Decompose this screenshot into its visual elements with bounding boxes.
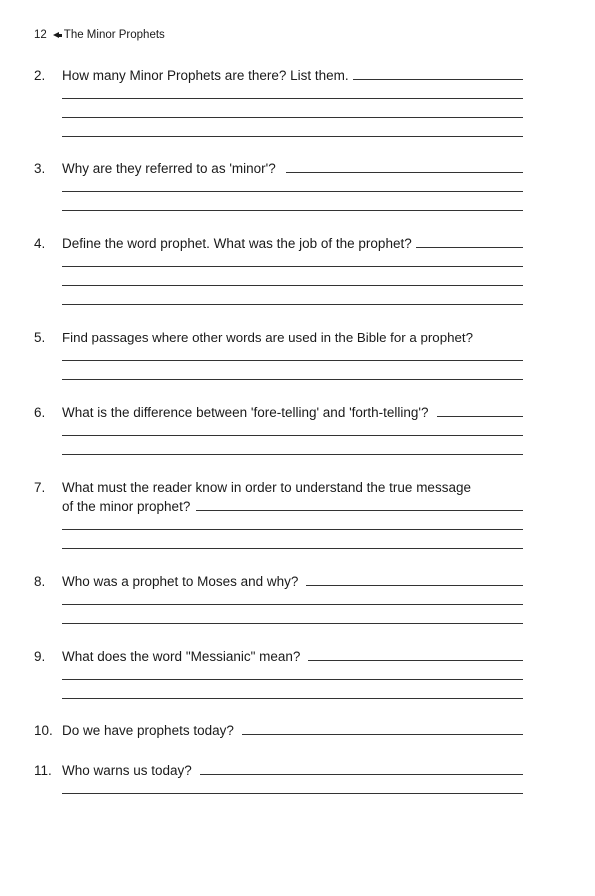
answer-line[interactable] bbox=[62, 439, 523, 458]
arrow-left-icon bbox=[53, 32, 59, 38]
question-5 bbox=[34, 326, 523, 383]
question-11 bbox=[34, 759, 523, 797]
question-number: 6. bbox=[34, 405, 46, 420]
page-number: 12 bbox=[34, 29, 47, 41]
question-number: 7. bbox=[34, 480, 46, 495]
answer-line[interactable] bbox=[62, 289, 523, 308]
answer-line[interactable] bbox=[306, 585, 523, 586]
answer-line[interactable] bbox=[62, 83, 523, 102]
question-number: 2. bbox=[34, 68, 46, 83]
answer-line[interactable] bbox=[62, 420, 523, 439]
page-header bbox=[34, 29, 165, 41]
answer-line[interactable] bbox=[62, 176, 523, 195]
question-text: What does the word "Messianic" mean? bbox=[62, 649, 301, 664]
answer-line[interactable] bbox=[200, 774, 523, 775]
question-number: 8. bbox=[34, 574, 46, 589]
question-text: Define the word prophet. What was the job of the prophet? bbox=[62, 236, 412, 251]
answer-line[interactable] bbox=[62, 533, 523, 552]
answer-line[interactable] bbox=[196, 510, 523, 511]
question-8 bbox=[34, 570, 523, 627]
question-text: Who was a prophet to Moses and why? bbox=[62, 574, 299, 589]
answer-line[interactable] bbox=[62, 251, 523, 270]
question-4 bbox=[34, 232, 523, 308]
answer-line[interactable] bbox=[62, 270, 523, 289]
question-number: 5. bbox=[34, 330, 46, 345]
question-text: Find passages where other words are used in the Bible for a prophet? bbox=[62, 330, 473, 345]
question-text: Do we have prophets today? bbox=[62, 723, 234, 738]
answer-line[interactable] bbox=[416, 247, 523, 248]
answer-line[interactable] bbox=[62, 195, 523, 214]
book-title: The Minor Prophets bbox=[63, 29, 165, 41]
answer-line[interactable] bbox=[353, 79, 523, 80]
question-7 bbox=[34, 476, 523, 552]
question-9 bbox=[34, 645, 523, 702]
question-number: 3. bbox=[34, 161, 46, 176]
question-text: What must the reader know in order to understand the true message bbox=[62, 480, 471, 495]
question-number: 10. bbox=[34, 723, 53, 738]
answer-line[interactable] bbox=[62, 589, 523, 608]
answer-line[interactable] bbox=[437, 416, 523, 417]
question-10 bbox=[34, 719, 523, 738]
answer-line[interactable] bbox=[62, 778, 523, 797]
answer-line[interactable] bbox=[62, 664, 523, 683]
answer-line[interactable] bbox=[62, 608, 523, 627]
answer-line[interactable] bbox=[62, 102, 523, 121]
question-6 bbox=[34, 401, 523, 458]
answer-line[interactable] bbox=[62, 683, 523, 702]
answer-line[interactable] bbox=[62, 514, 523, 533]
question-number: 4. bbox=[34, 236, 46, 251]
answer-line[interactable] bbox=[62, 121, 523, 140]
question-text-continued: of the minor prophet? bbox=[62, 499, 191, 514]
question-number: 11. bbox=[34, 763, 52, 778]
question-text: Why are they referred to as 'minor'? bbox=[62, 161, 276, 176]
question-3 bbox=[34, 157, 523, 214]
question-text: How many Minor Prophets are there? List them. bbox=[62, 68, 349, 83]
answer-line[interactable] bbox=[242, 734, 523, 735]
question-text: What is the difference between 'fore-telling' and 'forth-telling'? bbox=[62, 405, 429, 420]
question-2 bbox=[34, 64, 523, 140]
question-number: 9. bbox=[34, 649, 46, 664]
answer-line[interactable] bbox=[62, 345, 523, 364]
question-text: Who warns us today? bbox=[62, 763, 192, 778]
answer-line[interactable] bbox=[286, 172, 523, 173]
answer-line[interactable] bbox=[62, 364, 523, 383]
answer-line[interactable] bbox=[308, 660, 523, 661]
